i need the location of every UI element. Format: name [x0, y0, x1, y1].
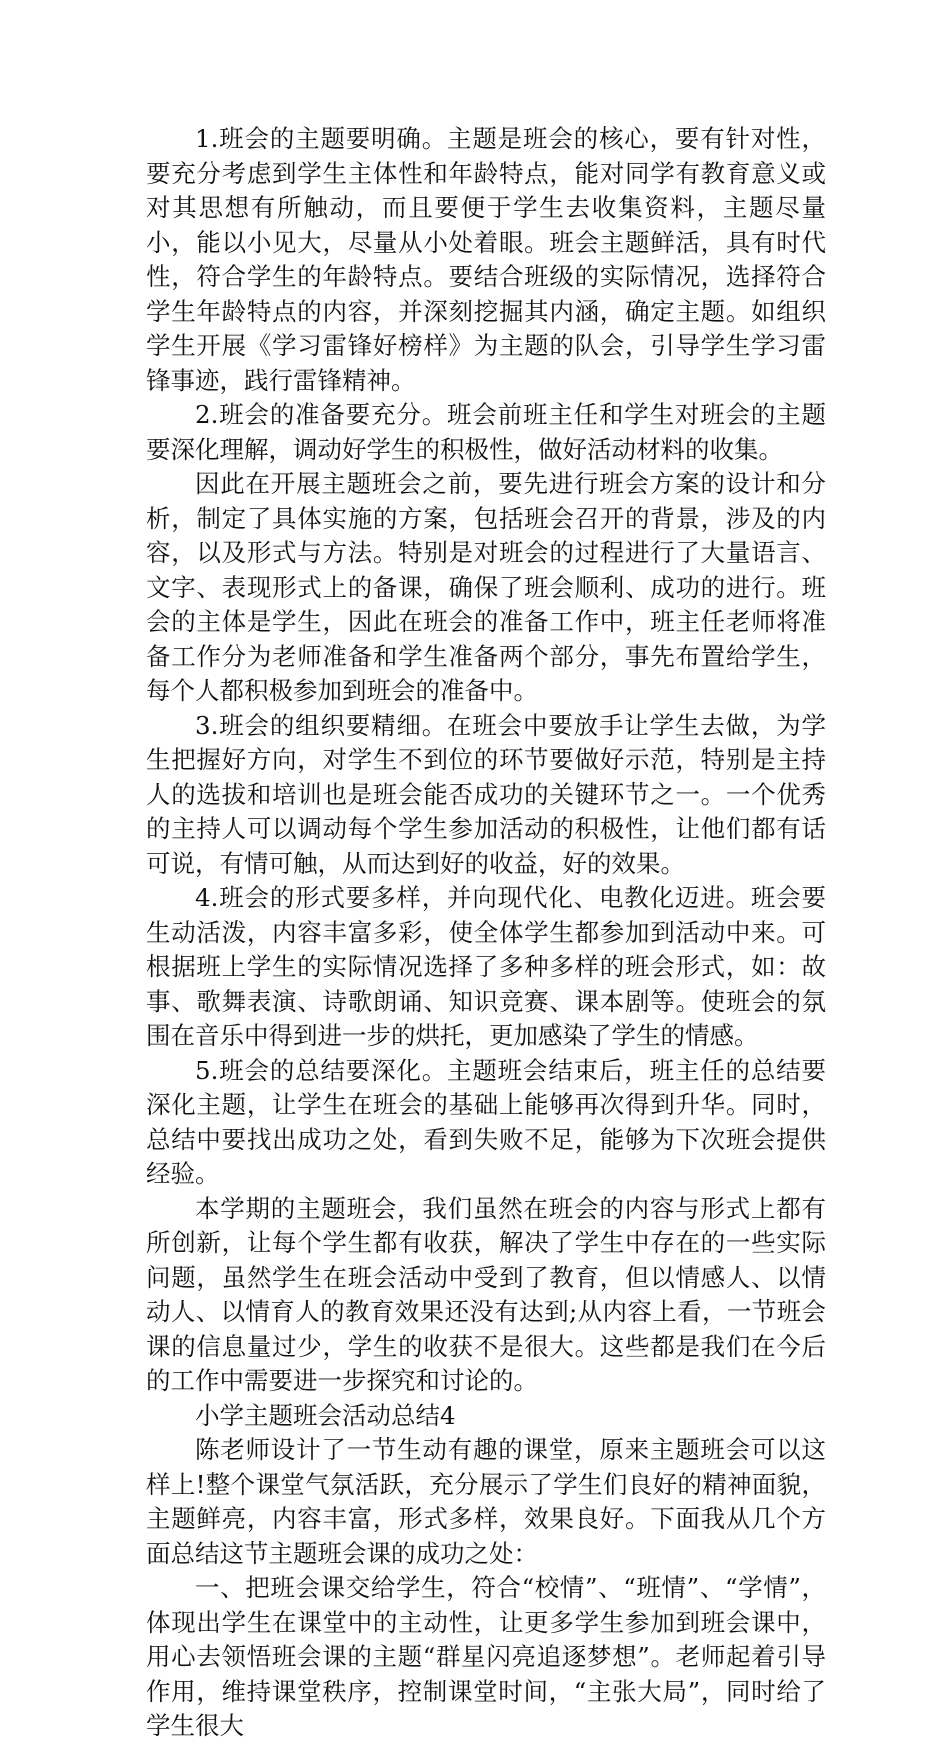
paragraph-item-4: 4.班会的形式要多样，并向现代化、电教化迈进。班会要生动活泼，内容丰富多彩，使全体学生都参加到活动中来。可根据班上学生的实际情况选择了多种多样的班会形式，如：故事、歌舞表演、诗歌朗诵、知识竞赛、课本剧等。使班会的氛围在音乐中得到进一步的烘托，更加感染了学生的情感。	[146, 883, 826, 1050]
paragraph-semester-summary: 本学期的主题班会，我们虽然在班会的内容与形式上都有所创新，让每个学生都有收获，解决了学生中存在的一些实际问题，虽然学生在班会活动中受到了教育，但以情感人、以情动人、以情育人的教育效果还没有达到;从内容上看，一节班会课的信息量过少，学生的收获不是很大。这些都是我们在今后的工作中需要进一步探究和讨论的。	[146, 1193, 826, 1395]
paragraph-class-intro: 陈老师设计了一节生动有趣的课堂，原来主题班会可以这样上!整个课堂气氛活跃，充分展示了学生们良好的精神面貌，主题鲜亮，内容丰富，形式多样，效果良好。下面我从几个方面总结这节主题班会课的成功之处：	[146, 1435, 826, 1568]
paragraph-item-5: 5.班会的总结要深化。主题班会结束后，班主任的总结要深化主题，让学生在班会的基础上能够再次得到升华。同时，总结中要找出成功之处，看到失败不足，能够为下次班会提供经验。	[146, 1055, 826, 1188]
paragraph-item-1: 1.班会的主题要明确。主题是班会的核心，要有针对性，要充分考虑到学生主体性和年龄特点，能对同学有教育意义或对其思想有所触动，而且要便于学生去收集资料，主题尽量小，能以小见大，尽量从小处着眼。班会主题鲜活，具有时代性，符合学生的年龄特点。要结合班级的实际情况，选择符合学生年龄特点的内容，并深刻挖掘其内涵，确定主题。如组织学生开展《学习雷锋好榜样》为主题的队会，引导学生学习雷锋事迹，践行雷锋精神。	[146, 124, 826, 395]
paragraph-item-2: 2.班会的准备要充分。班会前班主任和学生对班会的主题要深化理解，调动好学生的积极性，做好活动材料的收集。	[146, 400, 826, 464]
document-body	[146, 122, 826, 1744]
paragraph-item-3: 3.班会的组织要精细。在班会中要放手让学生去做，为学生把握好方向，对学生不到位的环节要做好示范，特别是主持人的选拔和培训也是班会能否成功的关键环节之一。一个优秀的主持人可以调动每个学生参加活动的积极性，让他们都有话可说，有情可触，从而达到好的收益，好的效果。	[146, 710, 826, 878]
paragraph-preparation: 因此在开展主题班会之前，要先进行班会方案的设计和分析，制定了具体实施的方案，包括班会召开的背景，涉及的内容，以及形式与方法。特别是对班会的过程进行了大量语言、文字、表现形式上的备课，确保了班会顺利、成功的进行。班会的主体是学生，因此在班会的准备工作中，班主任老师将准备工作分为老师准备和学生准备两个部分，事先布置给学生，每个人都积极参加到班会的准备中。	[146, 469, 826, 705]
paragraph-point-one: 一、把班会课交给学生，符合“校情”、“班情”、“学情”，体现出学生在课堂中的主动性，让更多学生参加到班会课中，用心去领悟班会课的主题“群星闪亮追逐梦想”。老师起着引导作用，维持课堂秩序，控制课堂时间，“主张大局”，同时给了学生很大	[146, 1573, 826, 1740]
section-heading: 小学主题班会活动总结4	[195, 1400, 456, 1430]
